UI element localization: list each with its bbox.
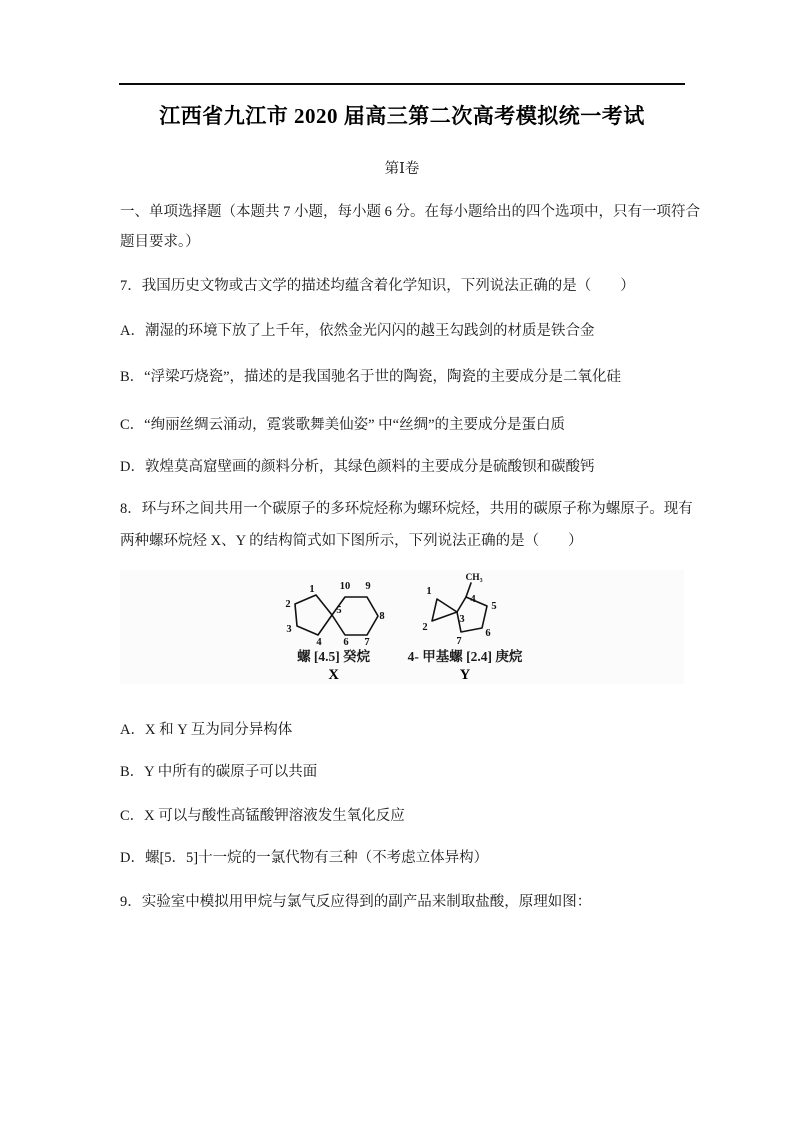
question-8-structure-figure <box>120 570 684 684</box>
y-carbon-1-label: 1 <box>426 586 432 597</box>
y-carbon-5-label: 5 <box>491 601 497 612</box>
x-carbon-6-label: 6 <box>343 637 349 646</box>
x-carbon-8-label: 8 <box>379 611 385 622</box>
x-carbon-5-spiro-label: 5 <box>336 605 342 616</box>
structure-y-methyl-spiro-2-4-heptane <box>408 570 523 684</box>
question-8-option-b: B．Y 中所有的碳原子可以共面 <box>120 764 318 780</box>
y-carbon-7-label: 7 <box>456 636 462 646</box>
x-carbon-1-label: 1 <box>309 584 315 595</box>
question-8-stem-line-1: 8．环与环之间共用一个碳原子的多环烷烃称为螺环烷烃，共用的碳原子称为螺原子。现有 <box>120 501 693 517</box>
question-8-option-c: C．X 可以与酸性高锰酸钾溶液发生氧化反应 <box>120 808 405 824</box>
structure-x-letter: X <box>328 667 339 683</box>
section-intro-line-1: 一、单项选择题（本题共 7 小题，每小题 6 分。在每小题给出的四个选项中，只有一项符合 <box>120 204 700 220</box>
x-carbon-10-label: 10 <box>339 581 350 592</box>
y-methyl-group-label: CH₃ <box>465 573 483 583</box>
question-8-option-d: D．螺[5．5]十一烷的一氯代物有三种（不考虑立体异构） <box>120 850 489 866</box>
x-cyclopentane-ring <box>295 595 332 635</box>
y-carbon-3-spiro-label: 3 <box>459 614 465 625</box>
question-7-option-d: D．敦煌莫高窟壁画的颜料分析，其绿色颜料的主要成分是硫酸钡和碳酸钙 <box>120 459 595 475</box>
structure-x-caption: 螺 [4.5] 癸烷 <box>297 649 371 664</box>
y-carbon-4-label: 4 <box>470 594 476 605</box>
question-9-stem: 9．实验室中模拟用甲烷与氯气反应得到的副产品来制取盐酸，原理如图： <box>120 894 592 910</box>
question-7-option-a: A．潮湿的环境下放了上千年，依然金光闪闪的越王勾践剑的材质是铁合金 <box>120 323 595 339</box>
x-carbon-2-label: 2 <box>285 599 291 610</box>
x-cyclohexane-ring <box>332 597 378 635</box>
question-7-option-c: C．“绚丽丝绸云涌动，霓裳歌舞美仙姿” 中“丝绸”的主要成分是蛋白质 <box>120 417 566 433</box>
x-carbon-4-label: 4 <box>316 637 322 646</box>
structure-x-drawing <box>282 578 386 646</box>
x-carbon-9-label: 9 <box>365 581 371 592</box>
y-carbon-2-label: 2 <box>422 622 428 633</box>
exam-title: 江西省九江市 2020 届高三第二次高考模拟统一考试 <box>159 104 645 128</box>
question-8-option-a: A．X 和 Y 互为同分异构体 <box>120 722 293 738</box>
structure-y-letter: Y <box>459 667 471 683</box>
y-carbon-6-label: 6 <box>485 628 491 639</box>
structure-x-spiro-4-5-decane <box>282 578 386 684</box>
question-7-option-b: B．“浮梁巧烧瓷”，描述的是我国驰名于世的陶瓷，陶瓷的主要成分是二氧化硅 <box>120 369 622 385</box>
y-cyclopropane-ring <box>432 599 457 621</box>
question-8-stem-line-2: 两种螺环烷烃 X、Y 的结构简式如下图所示，下列说法正确的是（ ） <box>120 533 583 549</box>
x-carbon-7-label: 7 <box>364 637 370 646</box>
question-7-stem: 7．我国历史文物或古文学的描述均蕴含着化学知识，下列说法正确的是（ ） <box>120 278 635 294</box>
header-rule <box>119 83 685 85</box>
section-intro-line-2: 题目要求。） <box>120 234 200 250</box>
structure-y-caption: 4- 甲基螺 [2.4] 庚烷 <box>407 649 523 664</box>
volume-heading: 第Ⅰ卷 <box>384 161 420 177</box>
structure-y-drawing <box>417 570 513 646</box>
x-carbon-3-label: 3 <box>286 624 292 635</box>
